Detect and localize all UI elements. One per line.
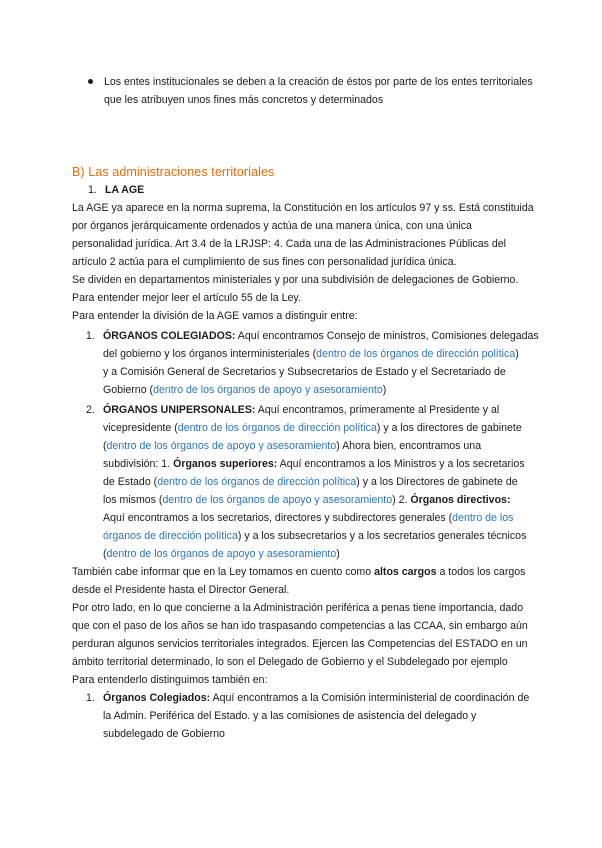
paragraph-line: personalidad jurídica. Art 3.4 de la LRJSP: 4. Cada una de las Administraciones Públicas del: [72, 238, 507, 250]
item-text: del gobierno y los órganos interministeriales (: [103, 348, 317, 360]
link-text: dentro de los órganos de apoyo y asesoramiento: [106, 440, 337, 452]
item-text: ): [382, 384, 387, 396]
link-text: dentro de los órganos de apoyo y asesoramiento: [153, 384, 383, 396]
paragraph-line: La AGE ya aparece en la norma suprema, la Constitución en los artículos 97 y ss. Está constituida: [72, 202, 534, 214]
item-text: la Admin. Periférica del Estado. y a las comisiones de asistencia del delegado y: [103, 710, 477, 722]
paragraph-text: También cabe informar que en la Ley tomamos en cuento como: [72, 566, 375, 578]
paragraph-line: artículo 2 actúa para el cumplimiento de sus fines con personalidad jurídica única.: [72, 256, 457, 268]
item-text: ): [515, 348, 519, 360]
item-text: subdelegado de Gobierno: [103, 728, 225, 740]
item-title: ÓRGANOS COLEGIADOS:: [103, 330, 236, 342]
item-text: Aquí encontramos a la Comisión interministerial de coordinación de: [210, 692, 530, 704]
altos-cargos-paragraph: [0, 563, 602, 599]
link-text: dentro de los: [452, 512, 514, 524]
item-title: Órganos Colegiados:: [103, 692, 211, 704]
organos-unipersonales-item: [0, 401, 602, 563]
item-text: Aquí encontramos Consejo de ministros, Comisiones delegadas: [235, 330, 539, 342]
item-text: ) Ahora bien, encontramos una: [336, 440, 482, 452]
paragraph-line: que con el paso de los años se han ido traspasando competencias a las CCAA, sin embargo aún: [72, 620, 528, 632]
list-number: 1.: [86, 330, 95, 342]
list-number: 1.: [86, 692, 95, 704]
paragraph-line: Se dividen en departamentos ministeriales y por una subdivisión de delegaciones de Gobierno.: [72, 274, 519, 286]
paragraph-line: desde el Presidente hasta el Director General.: [72, 584, 290, 596]
paragraph-text: a todos los cargos: [436, 566, 526, 578]
item-text: ) 2.: [392, 494, 411, 506]
item-text: Aquí encontramos a los Ministros y a los secretarios: [277, 458, 525, 470]
organos-colegiados-item: [0, 327, 602, 399]
item-text: (: [103, 548, 107, 560]
bullet-item: [88, 73, 533, 109]
paragraph-line: Por otro lado, en lo que concierne a la Administración periférica a penas tiene importancia, dado: [72, 602, 524, 614]
list-number: 1.: [88, 184, 97, 196]
bullet-dot-icon: [88, 79, 93, 84]
organos-colegiados-perifericos-item: [0, 689, 602, 743]
paragraph-line: por órganos jerárquicamente ordenados y actúa de una manera única, con una única: [72, 220, 472, 232]
item-bold: Órganos superiores:: [173, 458, 278, 470]
paragraph-line: ámbito territorial determinado, lo son el Delegado de Gobierno y el Subdelegado por ejemplo: [72, 656, 508, 668]
item-title: ÓRGANOS UNIPERSONALES:: [103, 404, 256, 416]
item-text: ) y a los subsecretarios y a los secretarios generales técnicos: [237, 530, 527, 542]
item-text: ): [336, 548, 340, 560]
link-text: dentro de los órganos de dirección política: [177, 422, 377, 434]
list-number: 2.: [86, 404, 95, 416]
link-text: dentro de los órganos de apoyo y asesoramiento: [106, 548, 337, 560]
item-text: y a Comisión General de Secretarios y Subsecretarios de Estado y el Secretariado de: [103, 366, 506, 378]
link-text: dentro de los órganos de dirección política: [316, 348, 516, 360]
paragraph-line: Para entenderlo distinguimos también en:: [72, 674, 268, 686]
item-text: Aquí encontramos, primeramente al Presidente y al: [255, 404, 500, 416]
link-text: dentro de los órganos de dirección política: [157, 476, 357, 488]
item-text: subdivisión: 1.: [103, 458, 174, 470]
item-text: (: [103, 440, 107, 452]
section-heading: B) Las administraciones territoriales: [72, 165, 275, 179]
bullet-text-line: que les atribuyen unos fines más concretos y determinados: [104, 94, 384, 106]
paragraph-line: perduran algunos servicios territoriales integrados. Ejercen las Competencias del ESTADO en un: [72, 638, 528, 650]
item-bold: Órganos directivos:: [410, 494, 511, 506]
paragraph-bold: altos cargos: [374, 566, 437, 578]
item-text: vicepresidente (: [103, 422, 178, 434]
paragraph-line: Para entender la división de la AGE vamos a distinguir entre:: [72, 310, 358, 322]
item-text: de Estado (: [103, 476, 158, 488]
item-text: Gobierno (: [103, 384, 154, 396]
bullet-text-line: Los entes institucionales se deben a la creación de éstos por parte de los entes territoriales: [104, 76, 533, 88]
paragraph-line: Para entender mejor leer el artículo 55 de la Ley.: [72, 292, 301, 304]
periferica-paragraph: [0, 599, 602, 689]
item-text: Aquí encontramos a los secretarios, directores y subdirectores generales (: [103, 512, 453, 524]
age-list-item: [0, 181, 602, 199]
item-text: los mismos (: [103, 494, 163, 506]
intro-paragraph: [0, 199, 602, 325]
link-text: órganos de dirección política: [103, 530, 238, 542]
item-text: ) y a los directores de gabinete: [376, 422, 522, 434]
link-text: dentro de los órganos de apoyo y asesoramiento: [162, 494, 393, 506]
age-title: LA AGE: [105, 184, 145, 196]
item-text: ) y a los Directores de gabinete de: [356, 476, 518, 488]
